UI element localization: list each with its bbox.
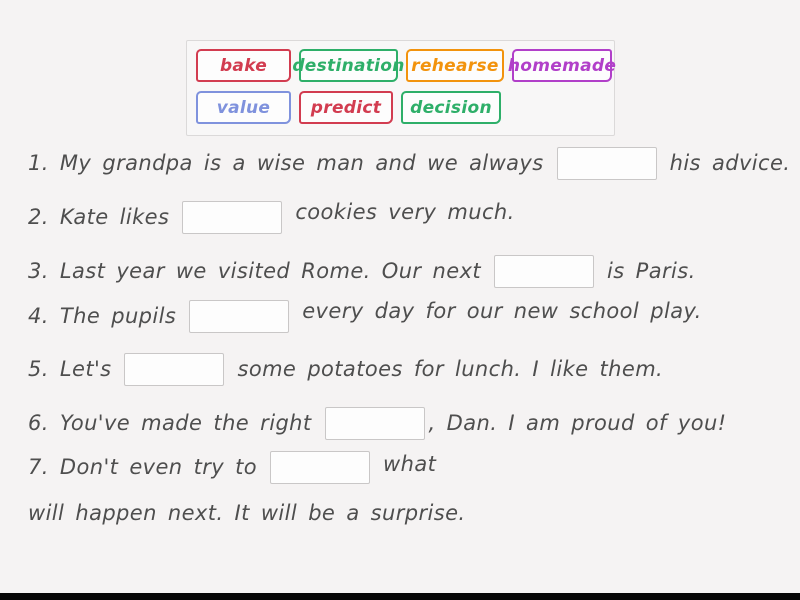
sentence-2: [28, 200, 515, 234]
word-tile-value[interactable]: value: [196, 91, 291, 124]
sentence-3: [28, 254, 696, 288]
sentence-1-text-after: his advice.: [669, 151, 791, 175]
bottom-bar: [0, 593, 800, 600]
sentence-7-text-before: 7. Don't even try to: [28, 455, 258, 479]
sentence-5-text-after: some potatoes for lunch. I like them.: [237, 357, 664, 381]
word-bank: [186, 40, 615, 136]
sentence-3-blank[interactable]: [494, 255, 594, 288]
sentence-6-text-before: 6. You've made the right: [28, 411, 312, 435]
sentence-6-text-after: , Dan. I am proud of you!: [428, 411, 727, 435]
sentence-7-blank[interactable]: [270, 451, 370, 484]
sentence-7: [28, 450, 436, 484]
sentence-1: [28, 146, 790, 180]
sentence-7-text-after: what: [383, 452, 437, 476]
word-tile-destination[interactable]: destination: [299, 49, 398, 82]
sentence-3-text-before: 3. Last year we visited Rome. Our next: [28, 259, 482, 283]
word-tile-predict[interactable]: predict: [299, 91, 393, 124]
sentence-1-blank[interactable]: [557, 147, 657, 180]
sentence-6: [28, 406, 727, 440]
sentence-4: [28, 299, 702, 333]
word-tile-rehearse[interactable]: rehearse: [406, 49, 504, 82]
sentence-2-blank[interactable]: [182, 201, 282, 234]
sentence-6-blank[interactable]: [325, 407, 425, 440]
sentence-7-continuation-text: will happen next. It will be a surprise.: [28, 501, 466, 525]
sentence-5: [28, 352, 663, 386]
word-tile-decision[interactable]: decision: [401, 91, 501, 124]
sentence-1-text-before: 1. My grandpa is a wise man and we always: [28, 151, 544, 175]
word-tile-bake[interactable]: bake: [196, 49, 291, 82]
sentence-3-text-after: is Paris.: [607, 259, 696, 283]
sentence-4-blank[interactable]: [189, 300, 289, 333]
sentence-4-text-after: every day for our new school play.: [302, 299, 702, 323]
sentence-5-text-before: 5. Let's: [28, 357, 112, 381]
sentence-2-text-after: cookies very much.: [295, 200, 515, 224]
sentence-7-continuation: [28, 496, 465, 530]
sentence-4-text-before: 4. The pupils: [28, 304, 177, 328]
word-tile-homemade[interactable]: homemade: [512, 49, 612, 82]
sentence-5-blank[interactable]: [124, 353, 224, 386]
sentence-2-text-before: 2. Kate likes: [28, 205, 170, 229]
